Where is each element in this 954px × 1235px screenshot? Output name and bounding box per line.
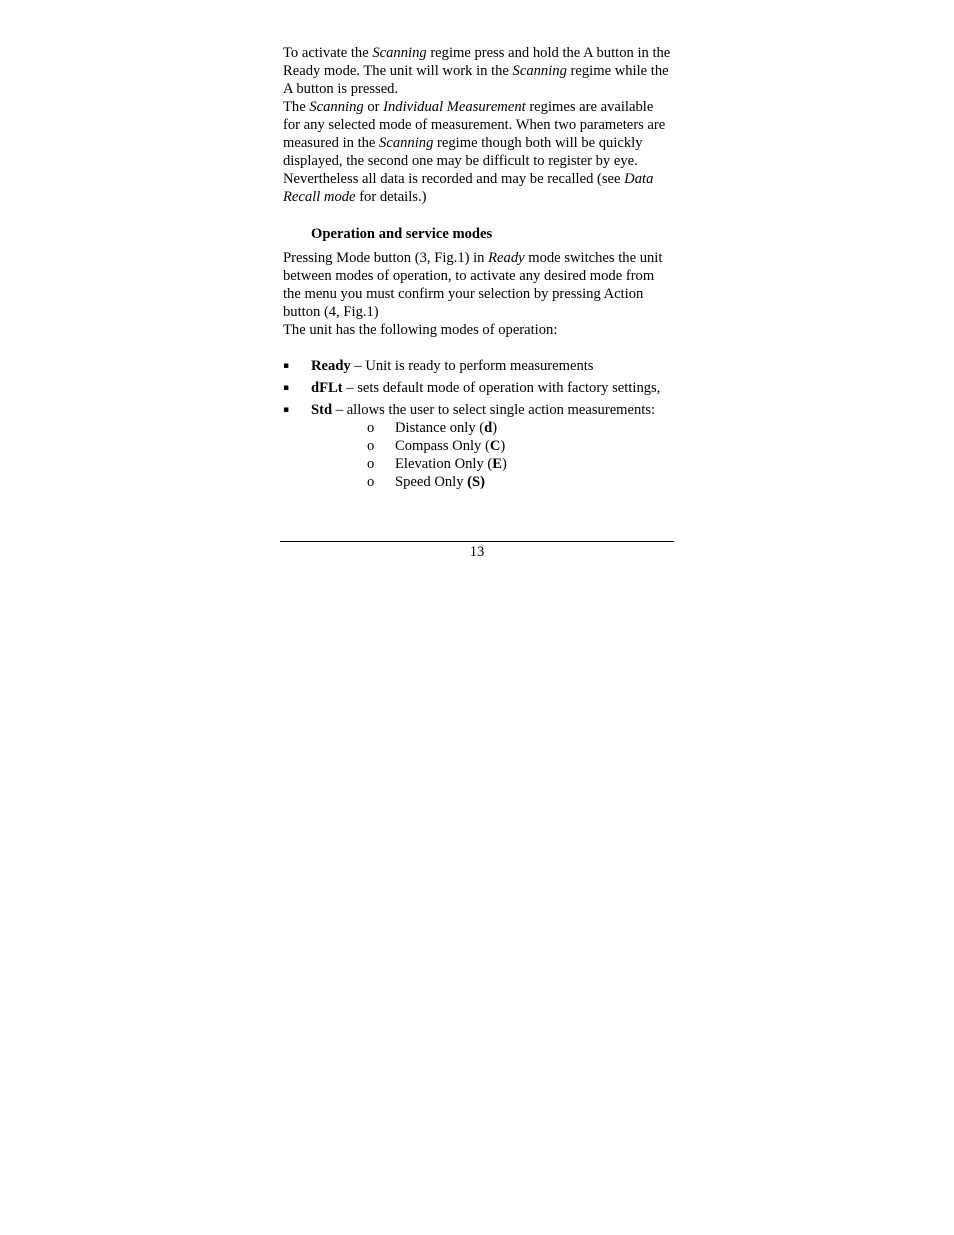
square-bullet-icon: ▪ bbox=[283, 405, 290, 415]
section-heading: Operation and service modes bbox=[311, 226, 493, 242]
mode-name: Std bbox=[311, 402, 333, 418]
italic-term: Scanning bbox=[379, 135, 434, 151]
circle-bullet-icon: o bbox=[367, 474, 375, 490]
text-run: mode switches the unit between modes of operation, to activate any desired mode from the menu you must confirm your selection by pressing Action button (4, Fig.1) bbox=[283, 250, 663, 320]
italic-term: Ready bbox=[488, 250, 525, 266]
text-run: Pressing Mode button (3, Fig.1) in bbox=[283, 250, 489, 266]
option-label: Elevation Only ( bbox=[395, 456, 493, 472]
italic-term: Scanning bbox=[512, 63, 567, 79]
std-options-list bbox=[311, 419, 673, 491]
circle-bullet-icon: o bbox=[367, 438, 375, 454]
italic-term: Data Recall mode bbox=[283, 171, 654, 205]
sub-list-item bbox=[311, 437, 673, 455]
option-code: E bbox=[492, 456, 503, 472]
text-run: The bbox=[283, 99, 310, 115]
option-label: Distance only ( bbox=[395, 420, 485, 436]
mode-description: – sets default mode of operation with factory settings, bbox=[342, 380, 661, 396]
circle-bullet-icon: o bbox=[367, 420, 375, 436]
italic-term: Individual Measurement bbox=[383, 99, 526, 115]
option-label: Compass Only ( bbox=[395, 438, 490, 454]
option-suffix: ) bbox=[492, 420, 498, 436]
text-run: regime press and hold the A button in the Ready mode. The unit will work in the bbox=[283, 45, 671, 79]
paragraph-regimes bbox=[283, 98, 673, 206]
sub-list-item bbox=[311, 473, 673, 491]
option-code: (S) bbox=[467, 474, 485, 490]
italic-term: Scanning bbox=[372, 45, 427, 61]
page-number: 13 bbox=[469, 544, 485, 560]
text-run: regime though both will be quickly displayed, the second one may be difficult to register by eye. Nevertheless all data is recorded and may be recalled (see bbox=[283, 135, 643, 187]
text-run: regime while the A button is pressed. bbox=[283, 63, 669, 97]
text-run: To activate the bbox=[283, 45, 373, 61]
paragraph-modes-intro: The unit has the following modes of operation: bbox=[283, 322, 558, 338]
option-code: C bbox=[489, 438, 501, 454]
paragraph-mode-button bbox=[283, 249, 673, 321]
list-item-dflt bbox=[283, 379, 673, 397]
text-run: or bbox=[363, 99, 384, 115]
page-content bbox=[283, 44, 673, 495]
option-suffix: ) bbox=[500, 438, 506, 454]
square-bullet-icon: ▪ bbox=[283, 361, 290, 371]
paragraph-scanning-activation bbox=[283, 44, 673, 98]
italic-term: Scanning bbox=[309, 99, 364, 115]
square-bullet-icon: ▪ bbox=[283, 383, 290, 393]
list-item-ready bbox=[283, 357, 673, 375]
circle-bullet-icon: o bbox=[367, 456, 375, 472]
list-item-std bbox=[283, 401, 673, 491]
sub-list-item bbox=[311, 419, 673, 437]
mode-name: Ready bbox=[311, 358, 351, 374]
text-run: regimes are available for any selected mode of measurement. When two parameters are measured in the bbox=[283, 99, 666, 151]
option-label: Speed Only bbox=[395, 474, 468, 490]
sub-list-item bbox=[311, 455, 673, 473]
option-suffix: ) bbox=[502, 456, 507, 472]
mode-description: – Unit is ready to perform measurements bbox=[350, 358, 594, 374]
footer-divider bbox=[280, 541, 674, 542]
modes-list bbox=[283, 357, 673, 491]
text-run: for details.) bbox=[355, 189, 427, 205]
option-code: d bbox=[484, 420, 493, 436]
mode-description: – allows the user to select single action measurements: bbox=[332, 402, 656, 418]
mode-name: dFLt bbox=[311, 380, 343, 396]
